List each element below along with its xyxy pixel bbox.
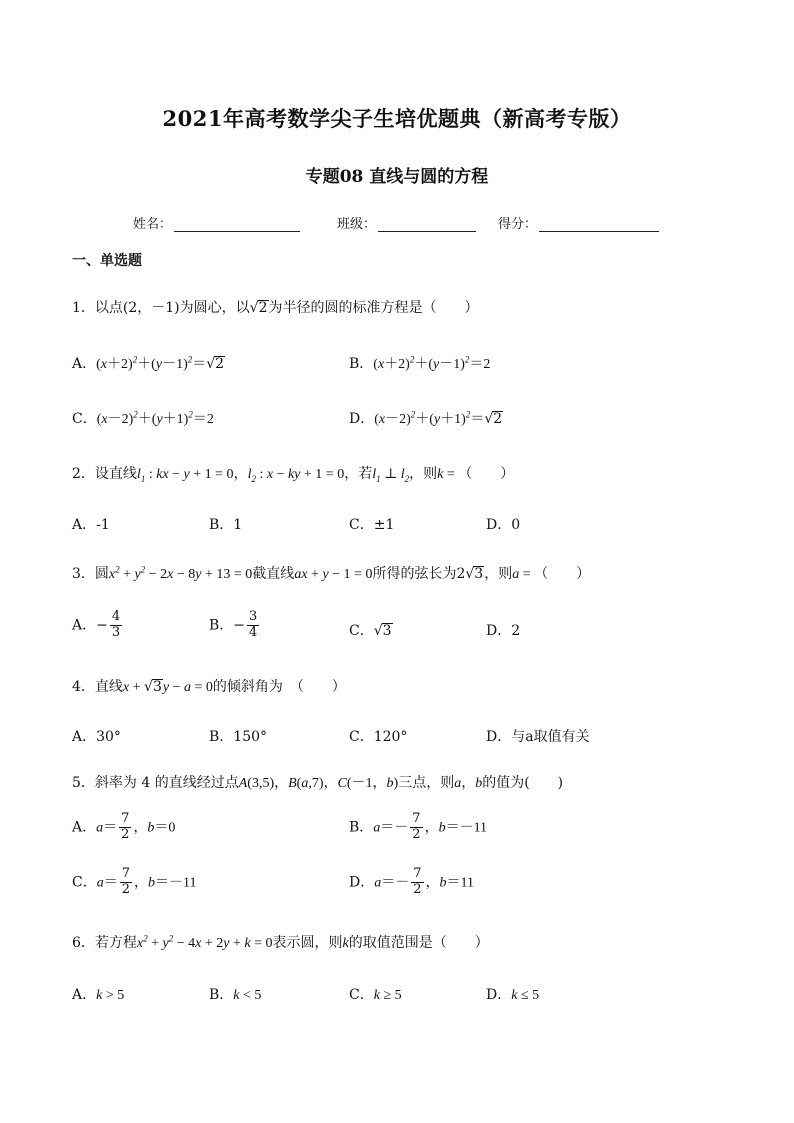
q5-option-c[interactable]: C．a＝ $\frac{7}{2}$ ，b＝－11 [72, 866, 197, 897]
q6-option-c[interactable]: C．k ≥ 5 [349, 987, 402, 1003]
q6-option-b[interactable]: B．k < 5 [209, 987, 262, 1003]
q2-option-c[interactable]: C．±1 [349, 517, 395, 533]
q6-option-a[interactable]: A．k > 5 [72, 987, 125, 1003]
q2-option-a[interactable]: A．-1 [72, 517, 110, 533]
name-label: 姓名： [133, 217, 173, 232]
q4-option-a[interactable]: A．30° [72, 729, 121, 745]
score-blank[interactable] [539, 217, 659, 232]
q5-option-b[interactable]: B．a＝－ $\frac{7}{2}$ ，b＝－11 [349, 811, 488, 842]
question-2: 2．设直线$l_1$ : kx − y + 1 = 0，$l_2$ : x − ky + 1 = 0，若$l_1$ ⊥ $l_2$，则k = （ ） [72, 466, 515, 484]
q1-option-a[interactable]: A．$(x+2)^2+(y-1)^2=√2$ [72, 354, 225, 372]
q3-option-a[interactable]: A．− $\frac{4}{3}$ [72, 609, 121, 640]
question-4: 4．直线x + √3y − a = 0的倾斜角为 （ ） [72, 679, 346, 695]
score-field [498, 213, 659, 232]
topic-title: 专题08 直线与圆的方程 [305, 167, 489, 187]
q2-option-d[interactable]: D．0 [486, 517, 521, 533]
question-3: 3．圆$x^2 + y^2 - 2x - 8y + 13 = 0$截直线ax + y − 1 = 0所得的弦长为2√3，则a = （ ） [72, 564, 591, 582]
q4-option-d[interactable]: D．与a取值有关 [486, 729, 590, 745]
question-1: 1．以点(2，－1)为圆心，以√2为半径的圆的标准方程是（ ） [72, 300, 479, 316]
q1-option-c[interactable]: C．$(x-2)^2+(y+1)^2=2$ [72, 409, 214, 427]
q4-option-b[interactable]: B．150° [209, 729, 268, 745]
q3-option-b[interactable]: B．− $\frac{3}{4}$ [209, 609, 258, 640]
question-6: 6．若方程$x^2 + y^2 - 4x + 2y + k = 0$表示圆，则k的取值范围是（ ） [72, 933, 489, 951]
class-field [337, 213, 476, 232]
name-field [133, 213, 300, 232]
score-label: 得分： [498, 217, 538, 232]
q3-option-d[interactable]: D．2 [486, 623, 521, 639]
class-label: 班级： [337, 217, 377, 232]
q4-option-c[interactable]: C．120° [349, 729, 408, 745]
name-blank[interactable] [174, 217, 300, 232]
page-title: 2021年高考数学尖子生培优题典（新高考专版） [162, 106, 632, 131]
q2-option-b[interactable]: B．1 [209, 517, 243, 533]
class-blank[interactable] [378, 217, 476, 232]
q1-option-d[interactable]: D．$(x-2)^2+(y+1)^2=√2$ [349, 409, 503, 427]
q1-option-b[interactable]: B．$(x+2)^2+(y-1)^2=2$ [349, 354, 491, 372]
section-single-choice: 一、单选题 [72, 253, 142, 269]
q6-option-d[interactable]: D．k ≤ 5 [486, 987, 540, 1003]
q5-option-d[interactable]: D．a＝－ $\frac{7}{2}$ ，b＝11 [349, 866, 474, 897]
question-5: 5．斜率为 4 的直线经过点A(3,5)，B(a,7)，C(－1，b)三点，则a，b的值为( ) [72, 775, 564, 791]
q5-option-a[interactable]: A．a＝ $\frac{7}{2}$ ，b＝0 [72, 811, 176, 842]
q3-option-c[interactable]: C．√3 [349, 623, 392, 639]
